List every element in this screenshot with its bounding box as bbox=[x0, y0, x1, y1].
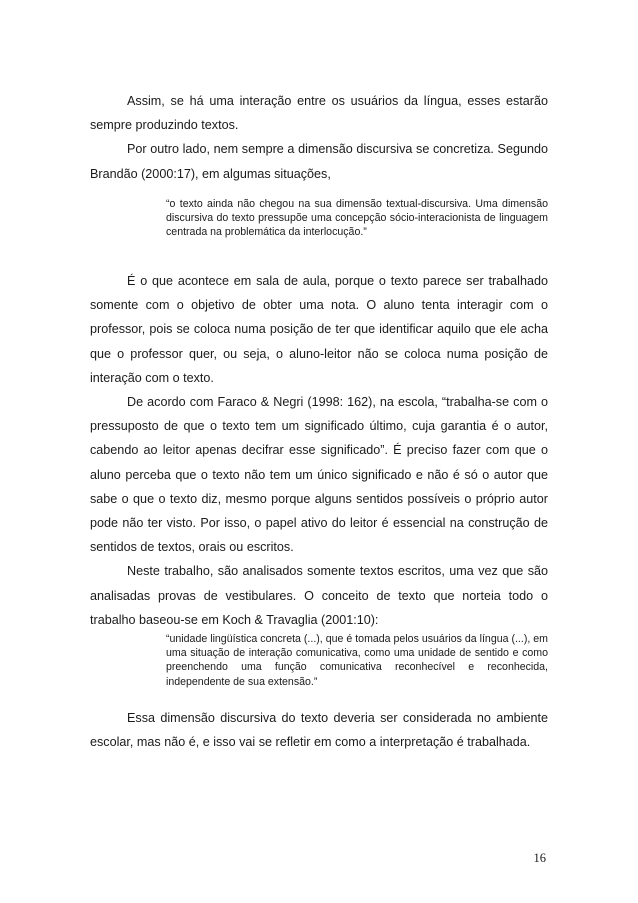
page-number: 16 bbox=[533, 851, 546, 865]
paragraph: Assim, se há uma interação entre os usuários da língua, esses estarão sempre produzindo textos. bbox=[90, 94, 548, 133]
paragraph: Essa dimensão discursiva do texto deveria ser considerada no ambiente escolar, mas não é, e isso vai se refletir em como a interpretação é trabalhada. bbox=[90, 711, 548, 750]
body-section-2 bbox=[90, 269, 548, 632]
paragraph: De acordo com Faraco & Negri (1998: 162), na escola, “trabalha-se com o pressuposto de que o texto tem um significado último, cuja garantia é o autor, cabendo ao leitor apenas decifrar esse significado”. É preciso fazer com que o aluno perceba que o texto não tem um único significado e não é só o autor que sabe o que o texto diz, mesmo porque alguns sentidos possíveis o próprio autor pode não ter visto. Por isso, o papel ativo do leitor é essencial na construção de sentidos de textos, orais ou escritos. bbox=[90, 395, 548, 555]
block-quote-brandao: “o texto ainda não chegou na sua dimensão textual-discursiva. Uma dimensão discursiva do texto pressupõe uma concepção sócio-interacionista de linguagem centrada na problemática da interlocução.” bbox=[166, 198, 548, 239]
paragraph: Por outro lado, nem sempre a dimensão discursiva se concretiza. Segundo Brandão (2000:17), em algumas situações, bbox=[90, 142, 548, 181]
paragraph: Neste trabalho, são analisados somente textos escritos, uma vez que são analisadas provas de vestibulares. O conceito de texto que norteia todo o trabalho baseou-se em Koch & Travaglia (2001:10): bbox=[90, 564, 548, 627]
body-section-3 bbox=[90, 706, 548, 754]
paragraph: É o que acontece em sala de aula, porque o texto parece ser trabalhado somente com o objetivo de obter uma nota. O aluno tenta interagir com o professor, pois se coloca numa posição de ter que identificar aquilo que ele acha que o professor quer, ou seja, o aluno-leitor não se coloca numa posição de interação com o texto. bbox=[90, 274, 548, 385]
block-quote-koch-travaglia: “unidade lingüística concreta (...), que é tomada pelos usuários da língua (...), em uma situação de interação comunicativa, como uma unidade de sentido e como preenchendo uma função comunicativa reconhecível e reconhecida, independente de sua extensão.” bbox=[166, 633, 548, 688]
body-section-1 bbox=[90, 89, 548, 186]
